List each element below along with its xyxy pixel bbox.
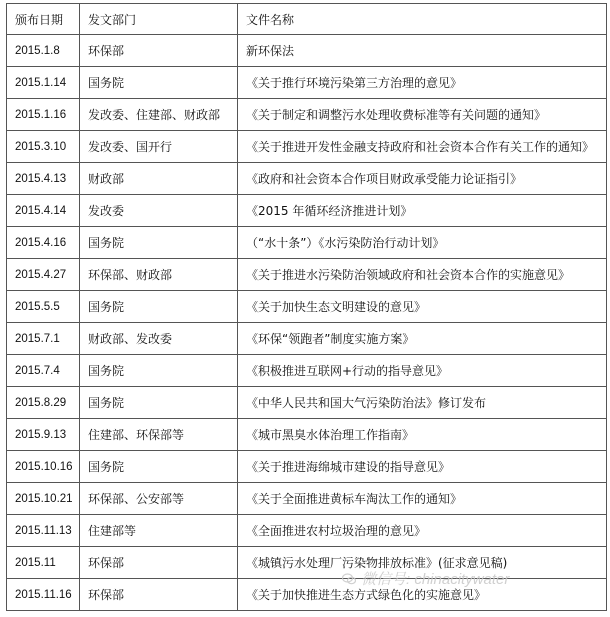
document-cell: 《关于加快推进生态方式绿色化的实施意见》: [238, 579, 607, 611]
document-cell: 《关于全面推进黄标车淘汰工作的通知》: [238, 483, 607, 515]
document-cell: 《城市黑臭水体治理工作指南》: [238, 419, 607, 451]
table-row: [7, 355, 607, 387]
table-row: [7, 419, 607, 451]
header-date: 颁布日期: [7, 4, 80, 35]
department-cell: 财政部: [80, 163, 238, 195]
department-cell: 国务院: [80, 67, 238, 99]
document-cell: 《全面推进农村垃圾治理的意见》: [238, 515, 607, 547]
table-row: [7, 99, 607, 131]
table-row: [7, 35, 607, 67]
table-row: [7, 227, 607, 259]
date-cell: 2015.9.13: [7, 419, 80, 451]
date-cell: 2015.8.29: [7, 387, 80, 419]
document-cell: 《环保“领跑者”制度实施方案》: [238, 323, 607, 355]
date-cell: 2015.11: [7, 547, 80, 579]
table-row: [7, 67, 607, 99]
table-row: [7, 387, 607, 419]
document-cell: 《2015 年循环经济推进计划》: [238, 195, 607, 227]
table-row: [7, 291, 607, 323]
table-body: [7, 35, 607, 611]
department-cell: 国务院: [80, 227, 238, 259]
date-cell: 2015.3.10: [7, 131, 80, 163]
department-cell: 环保部: [80, 35, 238, 67]
table-row: [7, 483, 607, 515]
table-row: [7, 451, 607, 483]
department-cell: 国务院: [80, 355, 238, 387]
date-cell: 2015.11.16: [7, 579, 80, 611]
table-row: [7, 547, 607, 579]
department-cell: 住建部、环保部等: [80, 419, 238, 451]
document-cell: （“水十条”）《水污染防治行动计划》: [238, 227, 607, 259]
date-cell: 2015.10.16: [7, 451, 80, 483]
department-cell: 发改委: [80, 195, 238, 227]
table-row: [7, 579, 607, 611]
document-cell: 《城镇污水处理厂污染物排放标准》(征求意见稿): [238, 547, 607, 579]
department-cell: 环保部、公安部等: [80, 483, 238, 515]
department-cell: 环保部: [80, 547, 238, 579]
date-cell: 2015.10.21: [7, 483, 80, 515]
document-cell: 《关于推进开发性金融支持政府和社会资本合作有关工作的通知》: [238, 131, 607, 163]
department-cell: 环保部: [80, 579, 238, 611]
watermark-text: 微信号: chinacitywater: [361, 571, 510, 588]
table-row: [7, 323, 607, 355]
department-cell: 发改委、住建部、财政部: [80, 99, 238, 131]
document-cell: 新环保法: [238, 35, 607, 67]
header-department: 发文部门: [80, 4, 238, 35]
document-cell: 《政府和社会资本合作项目财政承受能力论证指引》: [238, 163, 607, 195]
department-cell: 国务院: [80, 387, 238, 419]
table-row: [7, 131, 607, 163]
date-cell: 2015.7.4: [7, 355, 80, 387]
date-cell: 2015.1.8: [7, 35, 80, 67]
table-row: [7, 163, 607, 195]
department-cell: 国务院: [80, 291, 238, 323]
document-cell: 《中华人民共和国大气污染防治法》修订发布: [238, 387, 607, 419]
document-cell: 《关于加快生态文明建设的意见》: [238, 291, 607, 323]
department-cell: 财政部、发改委: [80, 323, 238, 355]
policy-table: [6, 3, 607, 611]
document-cell: 《关于制定和调整污水处理收费标准等有关问题的通知》: [238, 99, 607, 131]
date-cell: 2015.5.5: [7, 291, 80, 323]
document-cell: 《积极推进互联网+行动的指导意见》: [238, 355, 607, 387]
header-row: [7, 4, 607, 35]
document-cell: 《关于推进水污染防治领域政府和社会资本合作的实施意见》: [238, 259, 607, 291]
department-cell: 环保部、财政部: [80, 259, 238, 291]
table-row: [7, 259, 607, 291]
table-row: [7, 515, 607, 547]
department-cell: 住建部等: [80, 515, 238, 547]
date-cell: 2015.1.16: [7, 99, 80, 131]
date-cell: 2015.4.27: [7, 259, 80, 291]
table-row: [7, 195, 607, 227]
date-cell: 2015.4.13: [7, 163, 80, 195]
document-cell: 《关于推进海绵城市建设的指导意见》: [238, 451, 607, 483]
date-cell: 2015.1.14: [7, 67, 80, 99]
document-cell: 《关于推行环境污染第三方治理的意见》: [238, 67, 607, 99]
department-cell: 发改委、国开行: [80, 131, 238, 163]
header-document: 文件名称: [238, 4, 607, 35]
date-cell: 2015.11.13: [7, 515, 80, 547]
department-cell: 国务院: [80, 451, 238, 483]
date-cell: 2015.4.16: [7, 227, 80, 259]
date-cell: 2015.4.14: [7, 195, 80, 227]
date-cell: 2015.7.1: [7, 323, 80, 355]
